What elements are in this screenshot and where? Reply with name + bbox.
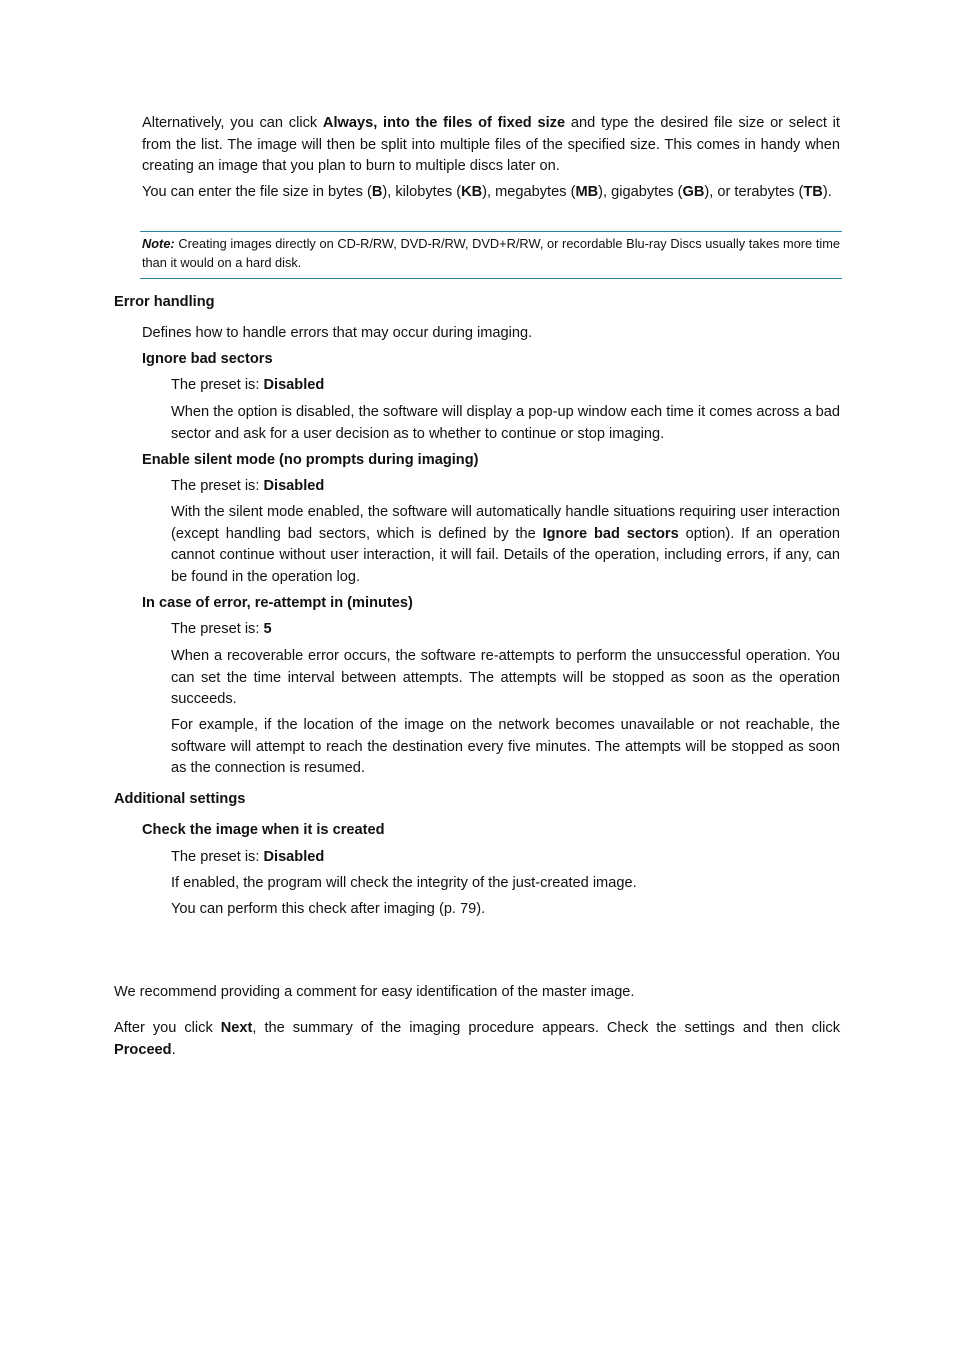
option-reference: Ignore bad sectors [542, 525, 679, 542]
text: ). [822, 184, 832, 200]
text: You can enter the file size in bytes ( [142, 184, 372, 200]
note-text [142, 234, 840, 272]
text: ), or terabytes ( [704, 184, 804, 200]
text: ), kilobytes ( [382, 184, 462, 200]
section-heading-additional-settings: Additional settings [114, 791, 246, 807]
note-body: Creating images directly on CD-R/RW, DVD-R/RW, DVD+R/RW, or recordable Blu-ray Discs usually takes more time than it would on a hard disk. [142, 236, 840, 270]
file-size-units-paragraph [142, 182, 840, 204]
note-box [140, 231, 842, 279]
preset-label: The preset is: [171, 377, 264, 393]
preset-line [171, 476, 840, 498]
unit: GB [682, 184, 705, 200]
unit: KB [461, 184, 483, 200]
text: . [171, 1041, 176, 1058]
text: ), gigabytes ( [598, 184, 683, 200]
preset-value: 5 [263, 621, 272, 637]
error-handling-intro: Defines how to handle errors that may occur during imaging. [142, 325, 533, 341]
comment-recommendation: We recommend providing a comment for easy identification of the master image. [114, 984, 635, 1000]
reattempt-desc-2: For example, if the location of the image on the network becomes unavailable or not reachable, the software will attempt to reach the destination every five minutes. The attempts will be stopped as soon as the connection is resumed. [171, 717, 840, 776]
preset-value: Disabled [263, 377, 325, 393]
button-reference-next: Next [220, 1020, 253, 1036]
preset-value: Disabled [263, 849, 325, 865]
check-image-desc-2: You can perform this check after imaging (p. 79). [171, 901, 486, 917]
option-name: Always, into the files of fixed size [322, 115, 566, 131]
text: , the summary of the imaging procedure appears. Check the settings and then click [252, 1020, 841, 1036]
note-label: Note: [142, 236, 175, 251]
option-heading-check-image: Check the image when it is created [142, 822, 385, 838]
silent-mode-desc [171, 502, 840, 588]
text: After you click [114, 1020, 221, 1036]
option-heading-silent-mode: Enable silent mode (no prompts during imaging) [142, 452, 479, 468]
preset-line [171, 619, 840, 641]
preset-value: Disabled [263, 478, 325, 494]
fixed-size-paragraph [142, 113, 840, 178]
preset-label: The preset is: [171, 621, 264, 637]
reattempt-desc-1: When a recoverable error occurs, the software re-attempts to perform the unsuccessful operation. You can set the time interval between attempts. The attempts will be stopped as soon as the operation succeeds. [171, 648, 840, 707]
text: Alternatively, you can click [142, 115, 323, 131]
preset-label: The preset is: [171, 478, 264, 494]
check-image-desc-1: If enabled, the program will check the integrity of the just-created image. [171, 875, 637, 891]
unit: B [371, 184, 383, 200]
preset-line [171, 375, 840, 397]
option-heading-reattempt: In case of error, re-attempt in (minutes) [142, 595, 413, 611]
ignore-bad-sectors-desc: When the option is disabled, the software will display a pop-up window each time it comes across a bad sector and ask for a user decision as to whether to continue or stop imaging. [171, 404, 840, 442]
text: ), megabytes ( [482, 184, 576, 200]
unit: TB [803, 184, 823, 200]
text: option). If an operation cannot continue without user interaction, it will fail. Details of the operation, including errors, if any, can be found in the operation log. [171, 525, 841, 585]
preset-line [171, 847, 840, 869]
preset-label: The preset is: [171, 849, 264, 865]
option-heading-ignore-bad-sectors: Ignore bad sectors [142, 351, 273, 367]
section-heading-error-handling: Error handling [114, 294, 215, 310]
button-reference-proceed: Proceed [114, 1041, 172, 1058]
summary-paragraph [114, 1018, 840, 1061]
text: With the silent mode enabled, the software will automatically handle situations requiring user interaction (except handling bad sectors, which is defined by the [171, 504, 840, 542]
text: and type the desired file size or select it from the list. The image will then be split into multiple files of the specified size. This comes in handy when creating an image that you plan to burn to multiple discs later on. [142, 115, 840, 174]
unit: MB [575, 184, 599, 200]
